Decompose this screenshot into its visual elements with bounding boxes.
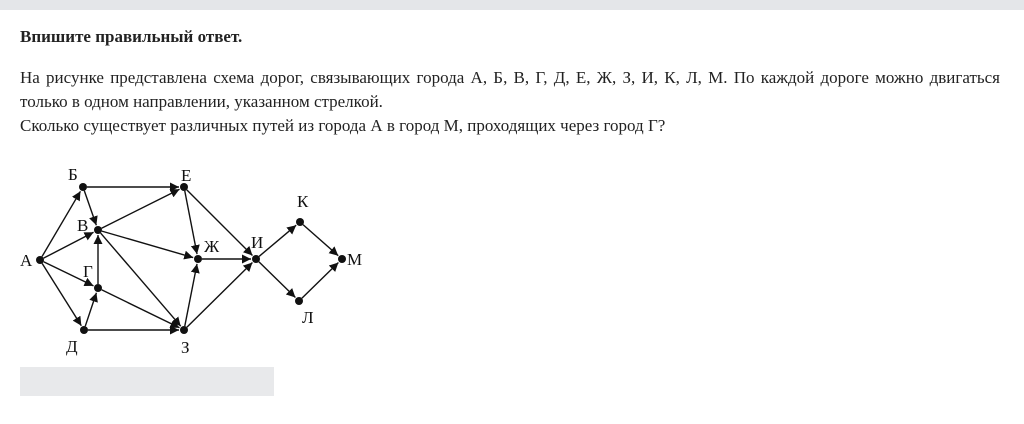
city-label-I: И [251,233,264,252]
road-V-E [102,189,180,228]
road-Z-Zh [185,264,197,326]
city-label-L: Л [302,308,314,327]
city-node-B [79,183,87,191]
road-G-Z [102,290,180,328]
city-node-L [295,297,303,305]
road-V-Zh [102,231,193,257]
city-node-G [94,284,102,292]
answer-input[interactable] [20,367,274,396]
city-label-G: Г [83,262,93,281]
city-node-V [94,226,102,234]
city-label-B: Б [68,165,78,184]
city-label-Zh: Ж [204,237,220,256]
road-E-Zh [185,191,197,254]
road-V-Z [101,233,181,326]
city-node-A [36,256,44,264]
city-node-M [338,255,346,263]
question-text [20,66,1000,138]
road-D-G [85,293,96,326]
road-E-I [187,190,253,256]
top-bar [0,0,1024,10]
road-A-V [44,232,94,258]
city-label-D: Д [66,337,78,356]
road-Z-I [187,263,253,328]
city-label-V: В [77,216,89,235]
road-L-M [302,262,339,298]
city-node-D [80,326,88,334]
city-node-Zh [194,255,202,263]
city-node-Z [180,326,188,334]
road-I-L [259,262,296,298]
city-label-K: К [297,192,309,211]
road-K-M [303,225,338,256]
question-paragraph-2: Сколько существует различных путей из города А в город М, проходящих через город Г? [20,116,666,135]
question-paragraph-1: На рисунке представлена схема дорог, связывающих города А, Б, В, Г, Д, Е, Ж, З, И, К, Л, М. По каждой дороге можно двигаться только в одном направлении, указанном стрелкой. [20,68,1000,111]
city-label-Z: З [181,338,190,357]
road-graph [0,150,400,360]
city-label-E: Е [181,166,192,185]
city-label-M: М [347,250,363,269]
road-A-D [42,263,81,325]
city-node-K [296,218,304,226]
city-node-I [252,255,260,263]
road-A-B [42,191,80,256]
road-I-K [259,225,296,256]
task-heading: Впишите правильный ответ. [20,27,243,46]
city-label-A: А [20,251,33,270]
